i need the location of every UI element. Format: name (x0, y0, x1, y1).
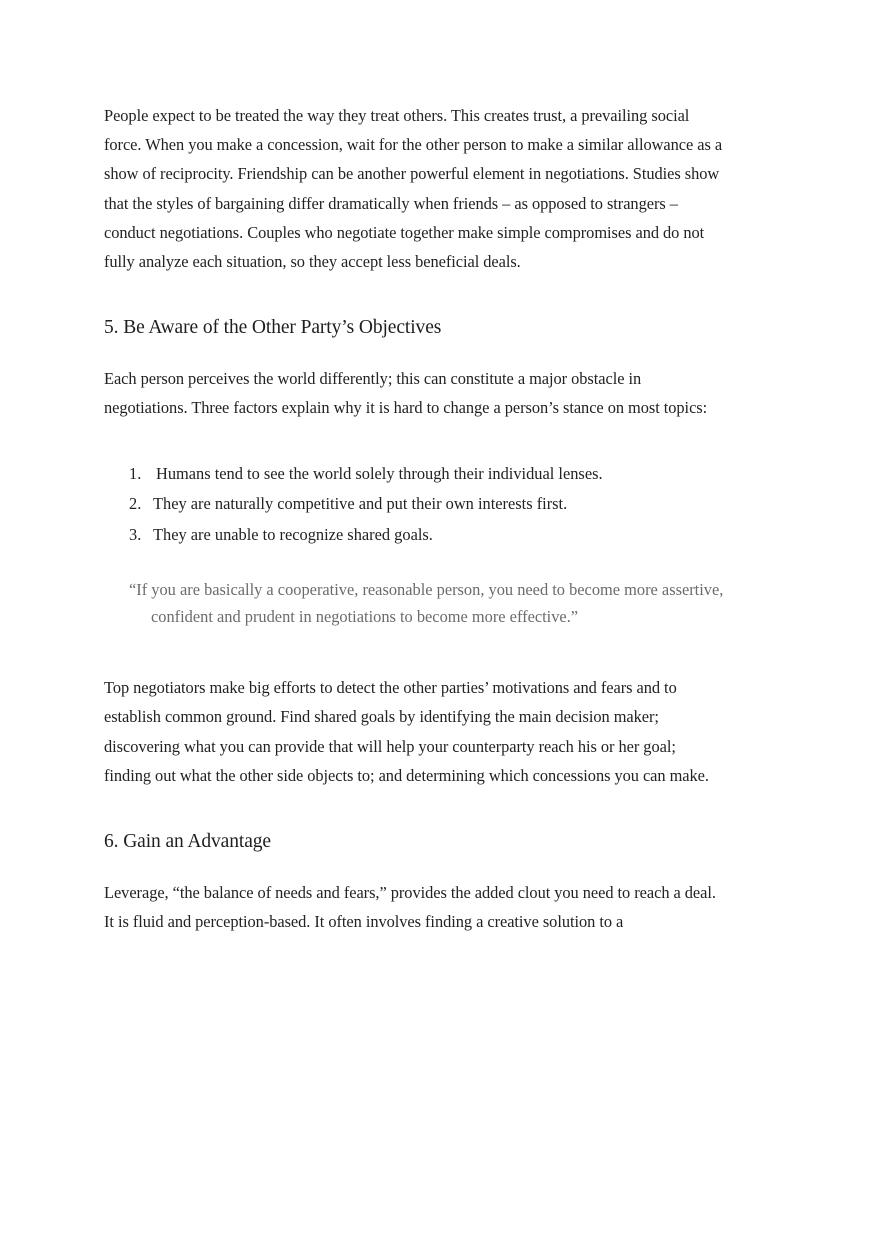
section-heading-6: 6. Gain an Advantage (104, 830, 271, 852)
list-item (129, 520, 724, 551)
paragraph-reciprocity: People expect to be treated the way they treat others. This creates trust, a prevailing social force. When you make a concession, wait for the other person to make a similar allowance as a show of reciprocity. Friendship can be another powerful element in negotiations. Studies show that the styles of bargaining differ dramatically when friends – as opposed to strangers – conduct negotiations. Couples who negotiate together make simple compromises and do not fully analyze each situation, so they accept less beneficial deals. (104, 106, 723, 272)
list-item (129, 459, 724, 490)
list-item-text: They are unable to recognize shared goals. (153, 524, 433, 544)
paragraph-top-negotiators: Top negotiators make big efforts to detect the other parties’ motivations and fears and to establish common ground. Find shared goals by identifying the main decision maker; discovering what you can provide that will help your counterparty reach his or her goal; finding out what the other side objects to; and determining which concessions you can make. (104, 678, 709, 785)
list-item-number: 3. (129, 524, 142, 544)
paragraph-perception: Each person perceives the world differently; this can constitute a major obstacle in negotiations. Three factors explain why it is hard to change a person’s stance on most topics: (104, 369, 708, 418)
document-page (104, 101, 724, 936)
list-item-text: They are naturally competitive and put their own interests first. (153, 494, 568, 514)
list-item-text: Humans tend to see the world solely through their individual lenses. (156, 463, 603, 483)
list-item-number: 2. (129, 494, 142, 514)
list-item-number: 1. (129, 463, 142, 483)
pull-quote: “If you are basically a cooperative, reasonable person, you need to become more assertive, confident and prudent in negotiations to become more effective.” (129, 580, 724, 626)
list-item (129, 489, 724, 520)
factors-list (104, 459, 724, 551)
paragraph-leverage: Leverage, “the balance of needs and fears,” provides the added clout you need to reach a deal. It is fluid and perception-based. It often involves finding a creative solution to a (104, 882, 716, 932)
section-heading-5: 5. Be Aware of the Other Party’s Objectives (104, 317, 442, 339)
